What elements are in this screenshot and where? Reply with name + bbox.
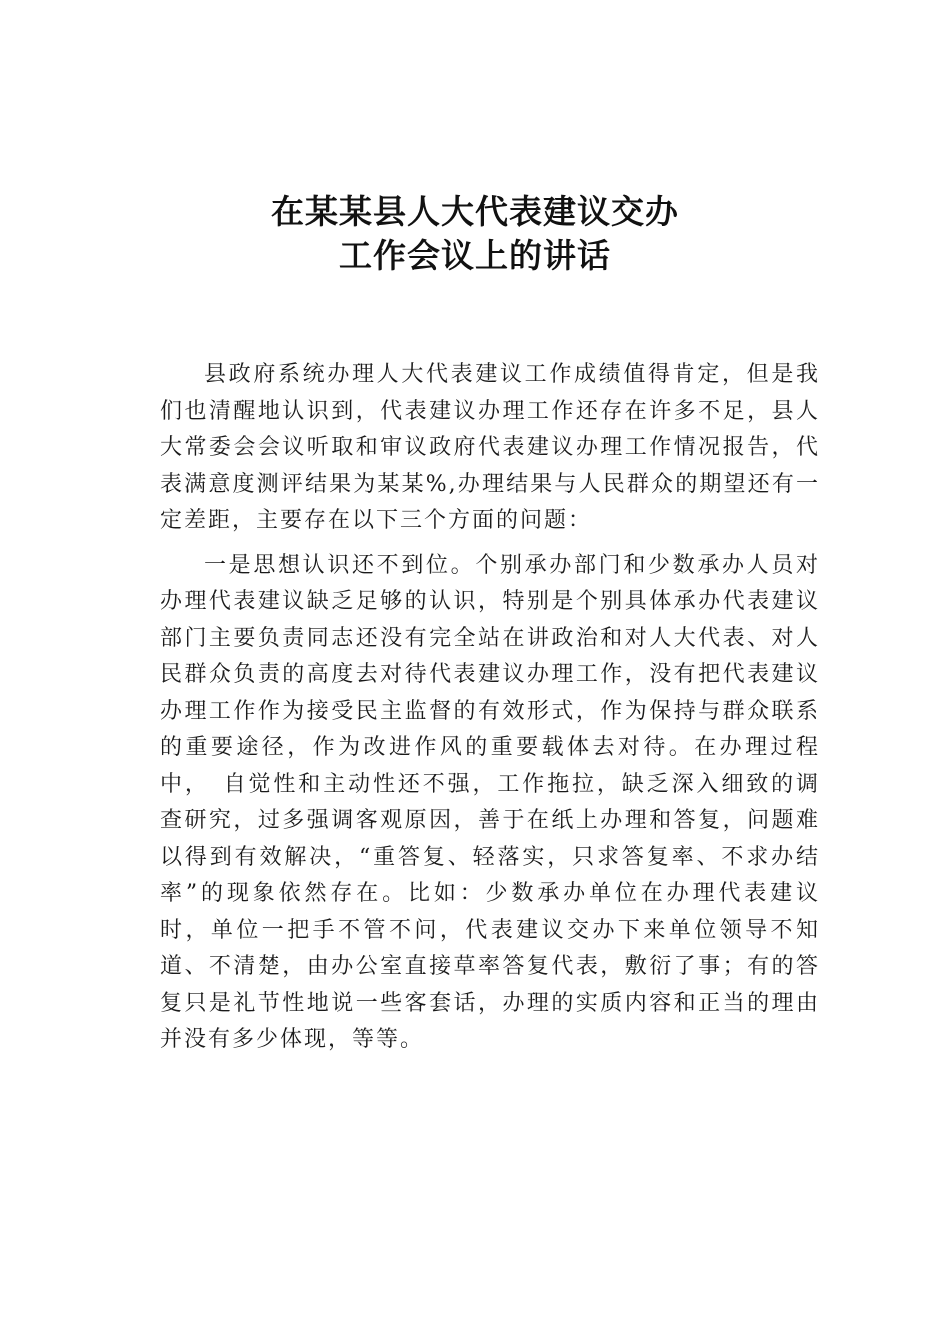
document-title: [0, 190, 950, 278]
title-line-2: 工作会议上的讲话: [339, 236, 611, 275]
document-body: [160, 357, 820, 1059]
paragraph-intro: 县政府系统办理人大代表建议工作成绩值得肯定，但是我们也清醒地认识到，代表建议办理工作还存在许多不足，县人大常委会会议听取和审议政府代表建议办理工作情况报告，代表满意度测评结果为某某%,办理结果与人民群众的期望还有一定差距，主要存在以下三个方面的问题：: [160, 362, 820, 533]
title-line-1: 在某某县人大代表建议交办: [271, 192, 679, 231]
paragraph-issue-one: 一是思想认识还不到位。个别承办部门和少数承办人员对办理代表建议缺乏足够的认识，特别是个别具体承办代表建议部门主要负责同志还没有完全站在讲政治和对人大代表、对人民群众负责的高度去对待代表建议办理工作，没有把代表建议办理工作作为接受民主监督的有效形式，作为保持与群众联系的重要途径，作为改进作风的重要载体去对待。在办理过程中， 自觉性和主动性还不强，工作拖拉，缺乏深入细致的调查研究，过多强调客观原因，善于在纸上办理和答复，问题难以得到有效解决，“重答复、轻落实，只求答复率、不求办结率”的现象依然存在。比如：少数承办单位在办理代表建议时，单位一把手不管不问，代表建议交办下来单位领导不知道、不清楚，由办公室直接草率答复代表，敷衍了事；有的答复只是礼节性地说一些客套话，办理的实质内容和正当的理由并没有多少体现，等等。: [160, 552, 820, 1052]
